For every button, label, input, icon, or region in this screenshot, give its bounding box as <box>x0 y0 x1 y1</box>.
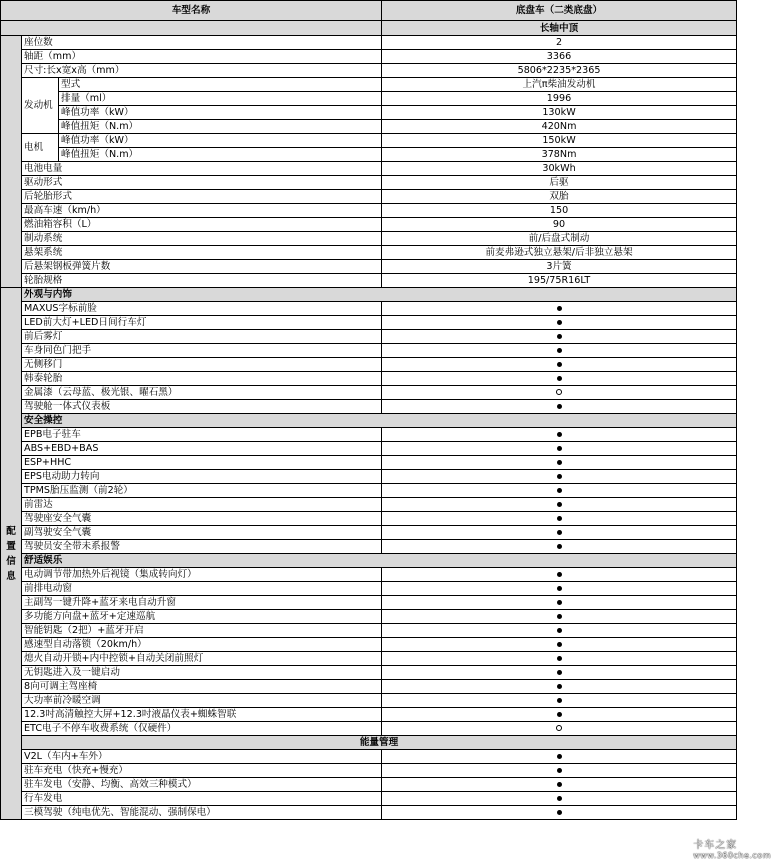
feature-availability <box>382 316 737 330</box>
standard-dot-icon <box>557 670 562 675</box>
standard-dot-icon <box>557 334 562 339</box>
standard-dot-icon <box>557 376 562 381</box>
spec-label: 后悬架钢板弹簧片数 <box>22 260 382 274</box>
feature-availability <box>382 652 737 666</box>
motor-group-label: 电机 <box>22 134 59 162</box>
feature-availability <box>382 470 737 484</box>
feature-row <box>1 484 737 498</box>
feature-row <box>1 456 737 470</box>
feature-availability <box>382 596 737 610</box>
feature-label: 前排电动窗 <box>22 582 382 596</box>
feature-availability <box>382 400 737 414</box>
engine-group-label: 发动机 <box>22 78 59 134</box>
section-row-safety <box>1 414 737 428</box>
feature-availability <box>382 344 737 358</box>
spec-row-brake <box>1 232 737 246</box>
feature-label: 主副驾一键升降+蓝牙来电自动升窗 <box>22 596 382 610</box>
feature-row <box>1 750 737 764</box>
feature-availability <box>382 526 737 540</box>
section-title: 外观与内饰 <box>22 288 737 302</box>
feature-availability <box>382 330 737 344</box>
config-info-char: 信 <box>6 556 16 567</box>
feature-label: 韩泰轮胎 <box>22 372 382 386</box>
feature-label: MAXUS字标前脸 <box>22 302 382 316</box>
standard-dot-icon <box>557 530 562 535</box>
feature-row <box>1 778 737 792</box>
section-row-energy <box>1 736 737 750</box>
feature-label: 驻车发电（安静、均衡、高效三种模式） <box>22 778 382 792</box>
spec-label: 排量（ml） <box>59 92 382 106</box>
feature-availability <box>382 722 737 736</box>
standard-dot-icon <box>557 712 562 717</box>
spec-value: 378Nm <box>382 148 737 162</box>
config-info-char: 息 <box>6 571 16 582</box>
feature-row <box>1 498 737 512</box>
standard-dot-icon <box>557 628 562 633</box>
feature-label: 12.3吋高清触控大屏+12.3吋液晶仪表+蜘蛛智联 <box>22 708 382 722</box>
feature-label: 车身同色门把手 <box>22 344 382 358</box>
basic-side-label <box>1 36 22 288</box>
spec-value: 前麦弗逊式独立悬架/后非独立悬架 <box>382 246 737 260</box>
standard-dot-icon <box>557 446 562 451</box>
spec-value: 90 <box>382 218 737 232</box>
feature-row <box>1 596 737 610</box>
spec-label: 悬架系统 <box>22 246 382 260</box>
feature-availability <box>382 694 737 708</box>
feature-row <box>1 764 737 778</box>
feature-row <box>1 330 737 344</box>
spec-value: 1996 <box>382 92 737 106</box>
spec-row-motor-power <box>1 134 737 148</box>
feature-availability <box>382 512 737 526</box>
feature-label: 驾驶员安全带未系报警 <box>22 540 382 554</box>
spec-row-battery <box>1 162 737 176</box>
spec-value: 上汽π柴油发动机 <box>382 78 737 92</box>
feature-label: 驻车充电（快充+慢充） <box>22 764 382 778</box>
spec-label: 轮胎规格 <box>22 274 382 288</box>
feature-label: 前雷达 <box>22 498 382 512</box>
feature-label: 金属漆（云母蓝、极光银、曜石黑） <box>22 386 382 400</box>
feature-availability <box>382 498 737 512</box>
feature-row <box>1 512 737 526</box>
feature-row <box>1 582 737 596</box>
spec-row-drive <box>1 176 737 190</box>
variant-header: 底盘车（二类底盘） <box>382 1 737 21</box>
spec-row-fuel-tank <box>1 218 737 232</box>
optional-circle-icon <box>556 389 562 395</box>
feature-label: ETC电子不停车收费系统（仅硬件） <box>22 722 382 736</box>
feature-row <box>1 638 737 652</box>
spec-value: 130kW <box>382 106 737 120</box>
spec-label: 燃油箱容积（L） <box>22 218 382 232</box>
section-row-exterior <box>1 288 737 302</box>
feature-row <box>1 708 737 722</box>
feature-label: ESP+HHC <box>22 456 382 470</box>
feature-availability <box>382 540 737 554</box>
feature-row <box>1 680 737 694</box>
feature-label: 驾驶舱一体式仪表板 <box>22 400 382 414</box>
feature-row <box>1 372 737 386</box>
standard-dot-icon <box>557 586 562 591</box>
watermark-url: www.360che.com <box>693 851 771 860</box>
standard-dot-icon <box>557 488 562 493</box>
feature-availability <box>382 456 737 470</box>
feature-label: 三模驾驶（纯电优先、智能混动、强制保电） <box>22 806 382 820</box>
watermark-name: 卡车之家 <box>693 840 738 851</box>
feature-availability <box>382 624 737 638</box>
spec-value: 420Nm <box>382 120 737 134</box>
feature-label: 大功率前冷暖空调 <box>22 694 382 708</box>
spec-value: 3366 <box>382 50 737 64</box>
standard-dot-icon <box>557 348 562 353</box>
feature-row <box>1 526 737 540</box>
spec-label: 座位数 <box>22 36 382 50</box>
feature-label: 无侧移门 <box>22 358 382 372</box>
feature-row <box>1 470 737 484</box>
standard-dot-icon <box>557 544 562 549</box>
standard-dot-icon <box>557 684 562 689</box>
feature-row <box>1 652 737 666</box>
section-row-comfort <box>1 554 737 568</box>
spec-label: 尺寸:长x宽x高（mm） <box>22 64 382 78</box>
trim-row <box>1 21 737 36</box>
standard-dot-icon <box>557 320 562 325</box>
section-title: 能量管理 <box>22 736 737 750</box>
feature-label: 无钥匙进入及一键启动 <box>22 666 382 680</box>
spec-label: 型式 <box>59 78 382 92</box>
config-info-label <box>1 288 22 820</box>
standard-dot-icon <box>557 642 562 647</box>
standard-dot-icon <box>557 362 562 367</box>
feature-availability <box>382 484 737 498</box>
spec-row-seats <box>1 36 737 50</box>
spec-label: 制动系统 <box>22 232 382 246</box>
feature-label: 驾驶座安全气囊 <box>22 512 382 526</box>
standard-dot-icon <box>557 432 562 437</box>
standard-dot-icon <box>557 600 562 605</box>
config-info-char: 配 <box>6 526 16 537</box>
standard-dot-icon <box>557 796 562 801</box>
spec-label: 最高车速（km/h） <box>22 204 382 218</box>
spec-value: 后驱 <box>382 176 737 190</box>
feature-availability <box>382 708 737 722</box>
feature-availability <box>382 442 737 456</box>
spec-value: 3片簧 <box>382 260 737 274</box>
spec-row-max-speed <box>1 204 737 218</box>
feature-label: 8向可调主驾座椅 <box>22 680 382 694</box>
feature-availability <box>382 806 737 820</box>
feature-availability <box>382 792 737 806</box>
feature-availability <box>382 610 737 624</box>
spec-row-tires <box>1 274 737 288</box>
spec-label: 电池电量 <box>22 162 382 176</box>
feature-row <box>1 386 737 400</box>
feature-availability <box>382 778 737 792</box>
spec-value: 195/75R16LT <box>382 274 737 288</box>
standard-dot-icon <box>557 754 562 759</box>
spec-value: 150kW <box>382 134 737 148</box>
feature-row <box>1 400 737 414</box>
standard-dot-icon <box>557 768 562 773</box>
standard-dot-icon <box>557 810 562 815</box>
spec-label: 峰值功率（kW） <box>59 134 382 148</box>
standard-dot-icon <box>557 474 562 479</box>
feature-label: TPMS胎压监测（前2轮） <box>22 484 382 498</box>
spec-row-leaf-springs <box>1 260 737 274</box>
feature-row <box>1 610 737 624</box>
feature-row <box>1 316 737 330</box>
feature-availability <box>382 764 737 778</box>
feature-availability <box>382 358 737 372</box>
standard-dot-icon <box>557 404 562 409</box>
feature-availability <box>382 582 737 596</box>
standard-dot-icon <box>557 698 562 703</box>
feature-label: EPS电动助力转向 <box>22 470 382 484</box>
spec-row-engine-torque <box>1 120 737 134</box>
feature-row <box>1 568 737 582</box>
spec-row-motor-torque <box>1 148 737 162</box>
feature-label: EPB电子驻车 <box>22 428 382 442</box>
feature-label: 多功能方向盘+蓝牙+定速巡航 <box>22 610 382 624</box>
feature-row <box>1 792 737 806</box>
spec-value: 前/后盘式制动 <box>382 232 737 246</box>
standard-dot-icon <box>557 614 562 619</box>
feature-label: 感速型自动落锁（20km/h） <box>22 638 382 652</box>
feature-row <box>1 722 737 736</box>
standard-dot-icon <box>557 460 562 465</box>
header-row <box>1 1 737 21</box>
spec-label: 峰值扭矩（N.m） <box>59 148 382 162</box>
spec-value: 5806*2235*2365 <box>382 64 737 78</box>
spec-label: 轴距（mm） <box>22 50 382 64</box>
spec-row-engine-displacement <box>1 92 737 106</box>
feature-availability <box>382 428 737 442</box>
spec-value: 双胎 <box>382 190 737 204</box>
feature-row <box>1 428 737 442</box>
section-title: 安全操控 <box>22 414 737 428</box>
watermark-logo <box>693 836 771 860</box>
spec-label: 后轮胎形式 <box>22 190 382 204</box>
spec-value: 2 <box>382 36 737 50</box>
model-name-header: 车型名称 <box>1 1 382 21</box>
feature-row <box>1 624 737 638</box>
feature-label: 副驾驶安全气囊 <box>22 526 382 540</box>
feature-label: 电动调节带加热外后视镜（集成转向灯） <box>22 568 382 582</box>
optional-circle-icon <box>556 725 562 731</box>
spec-label: 峰值扭矩（N.m） <box>59 120 382 134</box>
config-info-char: 置 <box>6 541 16 552</box>
feature-row <box>1 540 737 554</box>
feature-row <box>1 302 737 316</box>
standard-dot-icon <box>557 502 562 507</box>
feature-row <box>1 358 737 372</box>
feature-availability <box>382 372 737 386</box>
spec-label: 峰值功率（kW） <box>59 106 382 120</box>
feature-label: 行车发电 <box>22 792 382 806</box>
spec-row-engine-type <box>1 78 737 92</box>
feature-label: ABS+EBD+BAS <box>22 442 382 456</box>
spec-label: 驱动形式 <box>22 176 382 190</box>
trim-blank-cell <box>1 21 382 36</box>
feature-row <box>1 666 737 680</box>
spec-value: 30kWh <box>382 162 737 176</box>
feature-row <box>1 344 737 358</box>
standard-dot-icon <box>557 572 562 577</box>
section-title: 舒适娱乐 <box>22 554 737 568</box>
spec-row-suspension <box>1 246 737 260</box>
feature-availability <box>382 666 737 680</box>
spec-row-wheelbase <box>1 50 737 64</box>
feature-label: V2L（车内+车外） <box>22 750 382 764</box>
feature-availability <box>382 386 737 400</box>
spec-row-engine-power <box>1 106 737 120</box>
feature-label: 前后雾灯 <box>22 330 382 344</box>
spec-row-dimensions <box>1 64 737 78</box>
standard-dot-icon <box>557 306 562 311</box>
feature-availability <box>382 680 737 694</box>
standard-dot-icon <box>557 782 562 787</box>
feature-label: 智能钥匙（2把）+蓝牙开启 <box>22 624 382 638</box>
spec-row-rear-tire <box>1 190 737 204</box>
feature-availability <box>382 638 737 652</box>
spec-value: 150 <box>382 204 737 218</box>
feature-availability <box>382 568 737 582</box>
trim-header: 长轴中顶 <box>382 21 737 36</box>
feature-row <box>1 442 737 456</box>
standard-dot-icon <box>557 516 562 521</box>
standard-dot-icon <box>557 656 562 661</box>
feature-label: LED前大灯+LED日间行车灯 <box>22 316 382 330</box>
feature-label: 熄火自动开锁+内中控锁+自动关闭前照灯 <box>22 652 382 666</box>
feature-row <box>1 806 737 820</box>
feature-availability <box>382 750 737 764</box>
feature-availability <box>382 302 737 316</box>
feature-row <box>1 694 737 708</box>
